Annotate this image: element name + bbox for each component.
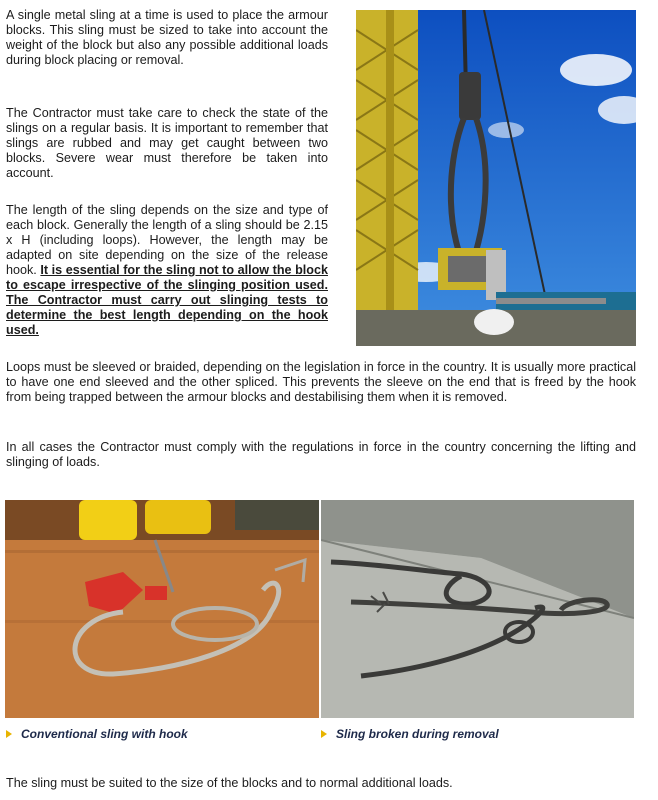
paragraph-sling-suitability: The sling must be suited to the size of the blocks and to normal additional loads. <box>6 776 453 790</box>
conventional-sling-illustration <box>5 500 319 718</box>
caption-bullet-icon <box>6 730 12 738</box>
paragraph-sling-length <box>6 203 328 338</box>
sling-length-emphasis: It is essential for the sling not to allow the block to escape irrespective of the slinging position used. The Contractor must carry out slinging tests to determine the best length depending on the hook used. <box>6 263 328 337</box>
crane-sling-photo <box>356 10 636 346</box>
paragraph-loops: Loops must be sleeved or braided, depending on the legislation in force in the country. It is usually more practical to have one end sleeved and the other spliced. This prevents the sleeve on the end that is freed by the hook from being trapped between the armour blocks and destabilising them when it is removed. <box>6 360 636 404</box>
caption-broken-sling <box>321 727 499 741</box>
conventional-sling-photo <box>5 500 319 718</box>
broken-sling-illustration <box>321 500 634 718</box>
crane-sling-illustration <box>356 10 636 346</box>
caption-bullet-icon <box>321 730 327 738</box>
paragraph-regulations: In all cases the Contractor must comply with the regulations in force in the country concerning the lifting and slinging of loads. <box>6 440 636 469</box>
paragraph-sling-inspection: The Contractor must take care to check the state of the slings on a regular basis. It is important to remember that slings are rubbed and may get caught between two blocks. Severe wear must therefore be taken into account. <box>6 106 328 180</box>
caption-broken-sling-text: Sling broken during removal <box>336 727 499 741</box>
caption-conventional-sling-text: Conventional sling with hook <box>21 727 188 741</box>
broken-sling-photo <box>321 500 634 718</box>
caption-conventional-sling <box>6 727 188 741</box>
sling-length-text: The length of the sling depends on the size and type of each block. Generally the length of a sling should be 2.15 x H (including loops). However, the length may be adapted on site depending on the size of the release hook. <box>6 203 328 277</box>
paragraph-sling-sizing: A single metal sling at a time is used to place the armour blocks. This sling must be sized to take into account the weight of the block but also any possible additional loads during block placing or removal. <box>6 8 328 67</box>
